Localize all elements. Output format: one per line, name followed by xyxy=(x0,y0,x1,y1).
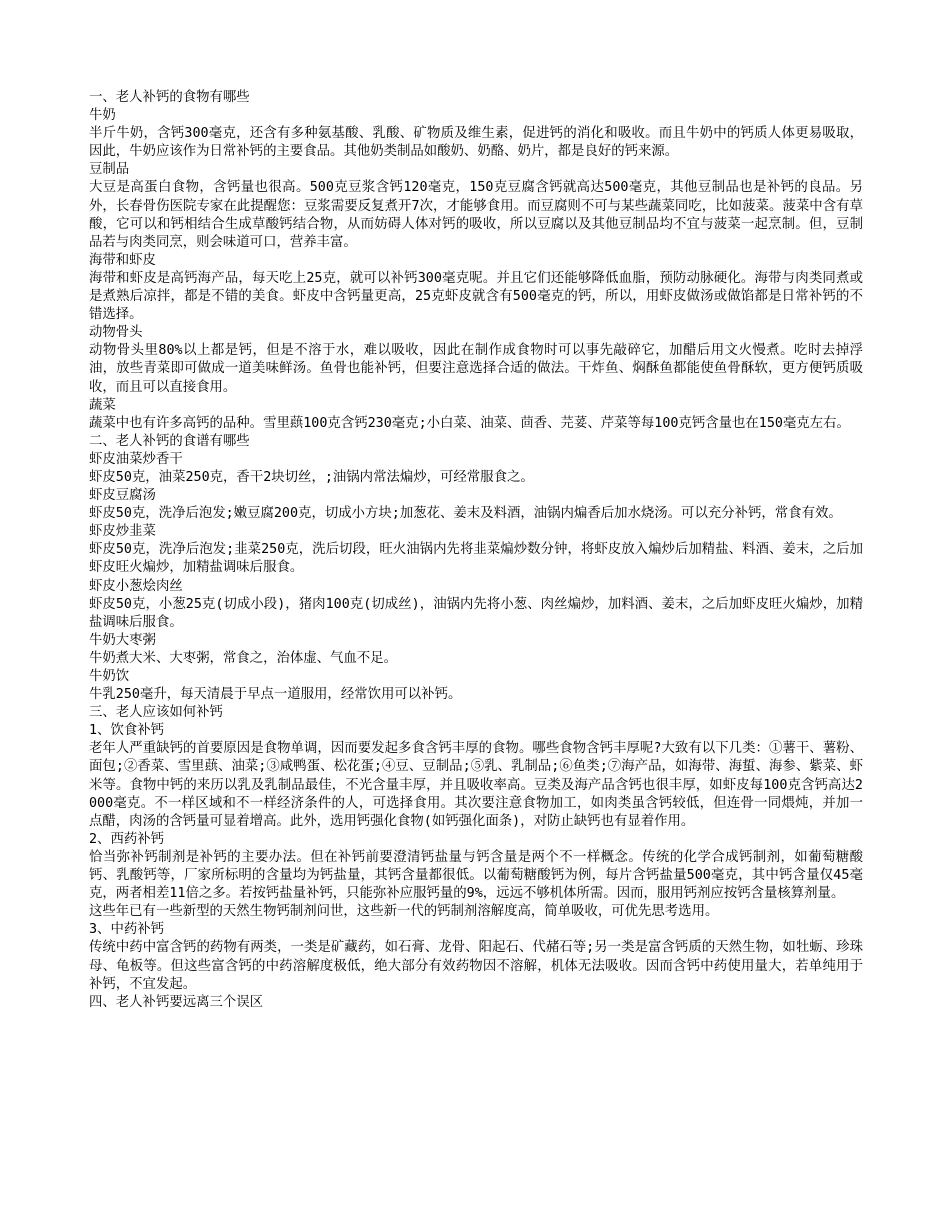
paragraph-western-medicine: 恰当弥补钙制剂是补钙的主要办法。但在补钙前要澄清钙盐量与钙含量是两个不一样概念。传统的化学合成钙制剂，如葡萄糖酸钙、乳酸钙等，厂家所标明的含量均为钙盐量，其钙含量都很低。以葡萄糖酸钙为例，每片含钙盐量500毫克，其中钙含量仅45毫克，两者相差11倍之多。若按钙盐量补钙，只能弥补应服钙量的9%，远远不够机体所需。因而，服用钙剂应按钙含量核算剂量。 xyxy=(89,849,863,902)
paragraph-chinese-medicine: 传统中药中富含钙的药物有两类，一类是矿藏药，如石膏、龙骨、阳起石、代赭石等;另一类是富含钙质的天然生物，如牡蛎、珍珠母、龟板等。但这些富含钙的中药溶解度极低，绝大部分有效药物因不溶解，机体无法吸收。因而含钙中药使用量大，若单纯用于补钙，不宜发起。 xyxy=(89,940,863,992)
recipe-title-1: 虾皮油菜炒香干 xyxy=(89,451,183,467)
recipe-text-3: 虾皮50克，洗净后泡发;韭菜250克，洗后切段，旺火油锅内先将韭菜煸炒数分钟，将虾皮放入煸炒后加精盐、料酒、姜末，之后加虾皮旺火煸炒，加精盐调味后服食。 xyxy=(89,542,863,576)
subheading-kelp-shrimp: 海带和虾皮 xyxy=(89,252,156,268)
recipe-text-6: 牛乳250毫升，每天清晨于早点一道服用，经常饮用可以补钙。 xyxy=(89,687,462,703)
recipe-title-5: 牛奶大枣粥 xyxy=(89,632,156,648)
paragraph-diet: 老年人严重缺钙的首要原因是食物单调，因而要发起多食含钙丰厚的食物。哪些食物含钙丰厚呢?大致有以下几类：①薯干、薯粉、面包;②香菜、雪里蕻、油菜;③咸鸭蛋、松花蛋;④豆、豆制品;⑤乳、乳制品;⑥鱼类;⑦海产品，如海带、海蜇、海参、紫菜、虾米等。食物中钙的来历以乳及乳制品最佳，不光含量丰厚，并且吸收率高。豆类及海产品含钙也很丰厚，如虾皮每100克含钙高达2000毫克。不一样区域和不一样经济条件的人，可选择食用。其次要注意食物加工，如肉类虽含钙较低，但连骨一同煨炖，并加一点醋，肉汤的含钙量可显着增高。此外，选用钙强化食物(如钙强化面条)，对防止缺钙也有显着作用。 xyxy=(89,741,863,829)
paragraph-kelp-shrimp: 海带和虾皮是高钙海产品，每天吃上25克，就可以补钙300毫克呢。并且它们还能够降低血脂，预防动脉硬化。海带与肉类同煮或是煮熟后凉拌，都是不错的美食。虾皮中含钙量更高，25克虾皮就含有500毫克的钙，所以，用虾皮做汤或做馅都是日常补钙的不错选择。 xyxy=(89,270,863,323)
recipe-title-4: 虾皮小葱烩肉丝 xyxy=(89,578,183,594)
section-heading-3: 三、老人应该如何补钙 xyxy=(89,705,223,721)
section-heading-4: 四、老人补钙要远离三个误区 xyxy=(89,994,264,1010)
subheading-vegetables: 蔬菜 xyxy=(89,397,116,413)
section-heading-1: 一、老人补钙的食物有哪些 xyxy=(89,90,250,105)
recipe-text-5: 牛奶煮大米、大枣粥，常食之，治体虚、气血不足。 xyxy=(89,650,397,666)
paragraph-bones: 动物骨头里80%以上都是钙，但是不溶于水，难以吸收，因此在制作成食物时可以事先敲碎它，加醋后用文火慢煮。吃时去掉浮油，放些青菜即可做成一道美味鲜汤。鱼骨也能补钙，但要注意选择合适的做法。干炸鱼、焖酥鱼都能使鱼骨酥软，更方便钙质吸收，而且可以直接食用。 xyxy=(89,343,863,395)
recipe-title-3: 虾皮炒韭菜 xyxy=(89,524,156,540)
paragraph-vegetables: 蔬菜中也有许多高钙的品种。雪里蕻100克含钙230毫克;小白菜、油菜、茴香、芫荽、芹菜等每100克钙含量也在150毫克左右。 xyxy=(89,415,850,431)
recipe-text-1: 虾皮50克，油菜250克，香干2块切丝，;油锅内常法煸炒，可经常服食之。 xyxy=(89,469,534,485)
subheading-diet: 1、饮食补钙 xyxy=(89,723,165,739)
subheading-soy: 豆制品 xyxy=(89,162,130,178)
subheading-bones: 动物骨头 xyxy=(89,325,143,341)
subheading-milk: 牛奶 xyxy=(89,108,116,124)
document-body xyxy=(89,89,863,1012)
subheading-western-medicine: 2、西药补钙 xyxy=(89,831,165,847)
recipe-title-6: 牛奶饮 xyxy=(89,669,130,684)
paragraph-milk: 半斤牛奶，含钙300毫克，还含有多种氨基酸、乳酸、矿物质及维生素，促进钙的消化和吸收。而且牛奶中的钙质人体更易吸取，因此，牛奶应该作为日常补钙的主要食品。其他奶类制品如酸奶、奶酪、奶片，都是良好的钙来源。 xyxy=(89,126,863,160)
recipe-text-2: 虾皮50克，洗净后泡发;嫩豆腐200克，切成小方块;加葱花、姜末及料酒，油锅内煸香后加水烧汤。可以充分补钙，常食有效。 xyxy=(89,506,842,522)
paragraph-natural-calcium: 这些年已有一些新型的天然生物钙制剂问世，这些新一代的钙制剂溶解度高，简单吸收，可优先思考选用。 xyxy=(89,904,719,920)
paragraph-soy: 大豆是高蛋白食物，含钙量也很高。500克豆浆含钙120毫克，150克豆腐含钙就高达500毫克，其他豆制品也是补钙的良品。另外，长春骨伤医院专家在此提醒您：豆浆需要反复煮开7次，才能够食用。而豆腐则不可与某些蔬菜同吃，比如菠菜。菠菜中含有草酸，它可以和钙相结合生成草酸钙结合物，从而妨碍人体对钙的吸收，所以豆腐以及其他豆制品均不宜与菠菜一起烹制。但，豆制品若与肉类同烹，则会味道可口，营养丰富。 xyxy=(89,180,863,250)
section-heading-2: 二、老人补钙的食谱有哪些 xyxy=(89,433,250,449)
recipe-text-4: 虾皮50克，小葱25克(切成小段)，猪肉100克(切成丝)，油锅内先将小葱、肉丝煸炒，加料酒、姜末，之后加虾皮旺火煸炒，加精盐调味后服食。 xyxy=(89,596,863,630)
recipe-title-2: 虾皮豆腐汤 xyxy=(89,488,156,504)
subheading-chinese-medicine: 3、中药补钙 xyxy=(89,922,165,938)
